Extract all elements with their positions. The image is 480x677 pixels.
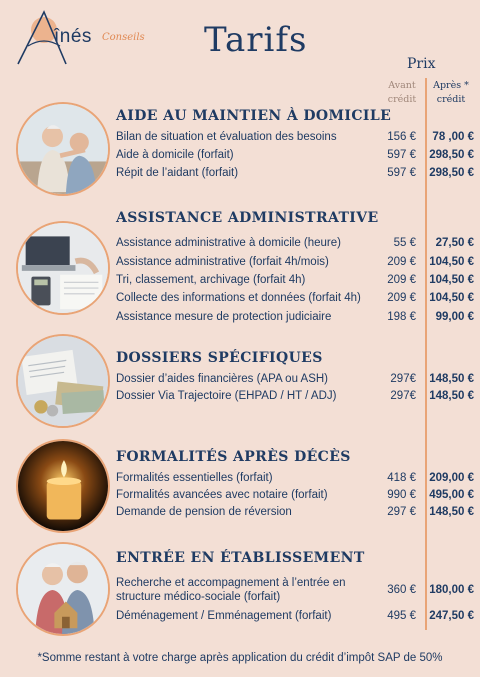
price-apres: 148,50 €	[429, 373, 474, 385]
column-header-apres: Après * crédit	[433, 80, 469, 105]
service-label: Assistance administrative à domicile (heure)	[116, 237, 341, 249]
price-apres: 104,50 €	[429, 292, 474, 304]
table-row	[0, 506, 480, 524]
section-title: AIDE AU MAINTIEN À DOMICILE	[116, 108, 392, 124]
price-apres: 104,50 €	[429, 274, 474, 286]
price-avant: 495 €	[387, 610, 416, 622]
table-row	[0, 292, 480, 310]
price-apres: 495,00 €	[429, 489, 474, 501]
price-apres: 148,50 €	[429, 390, 474, 402]
section-title: ASSISTANCE ADMINISTRATIVE	[116, 210, 379, 226]
section-title: DOSSIERS SPÉCIFIQUES	[116, 350, 323, 366]
service-label: Dossier Via Trajectoire (EHPAD / HT / ADJ)	[116, 390, 337, 402]
service-label: Collecte des informations et données (forfait 4h)	[116, 292, 361, 304]
service-label: Formalités essentielles (forfait)	[116, 472, 273, 484]
price-apres: 148,50 €	[429, 506, 474, 518]
price-avant: 297 €	[387, 506, 416, 518]
table-row	[0, 149, 480, 167]
logo	[14, 6, 164, 68]
price-avant: 597 €	[387, 149, 416, 161]
service-label: Tri, classement, archivage (forfait 4h)	[116, 274, 306, 286]
table-row	[0, 472, 480, 490]
price-apres: 298,50 €	[429, 149, 474, 161]
table-row	[0, 131, 480, 149]
price-avant: 209 €	[387, 292, 416, 304]
price-avant: 209 €	[387, 274, 416, 286]
price-apres: 27,50 €	[435, 237, 474, 249]
price-avant: 597 €	[387, 167, 416, 179]
column-header-avant: Avant crédit	[387, 80, 417, 105]
service-label: Déménagement / Emménagement (forfait)	[116, 610, 332, 622]
price-avant: 156 €	[387, 131, 416, 143]
table-row	[0, 489, 480, 507]
section-title: ENTRÉE EN ÉTABLISSEMENT	[116, 550, 365, 566]
price-apres: 99,00 €	[435, 311, 474, 323]
service-label: Assistance administrative (forfait 4h/mois)	[116, 256, 329, 268]
price-apres: 247,50 €	[429, 610, 474, 622]
price-avant: 360 €	[387, 584, 416, 596]
service-label: Assistance mesure de protection judiciaire	[116, 311, 332, 323]
page-title: Tarifs	[204, 20, 308, 60]
price-apres: 104,50 €	[429, 256, 474, 268]
price-avant: 209 €	[387, 256, 416, 268]
price-avant: 55 €	[393, 237, 416, 249]
footnote: *Somme restant à votre charge après application du crédit d’impôt SAP de 50%	[37, 652, 443, 664]
logo-brand: înés	[54, 26, 92, 47]
table-row	[0, 373, 480, 391]
service-label: Dossier d’aides financières (APA ou ASH)	[116, 373, 328, 385]
price-avant: 297€	[390, 373, 416, 385]
price-avant: 198 €	[387, 311, 416, 323]
table-row	[0, 167, 480, 185]
price-avant: 990 €	[387, 489, 416, 501]
table-row	[0, 256, 480, 274]
price-apres: 78 ,00 €	[432, 131, 474, 143]
price-avant: 297€	[390, 390, 416, 402]
section-title: FORMALITÉS APRÈS DÉCÈS	[116, 449, 351, 465]
logo-subtitle: Conseils	[102, 32, 145, 43]
service-label: Bilan de situation et évaluation des besoins	[116, 131, 337, 143]
price-apres: 180,00 €	[429, 584, 474, 596]
table-row	[0, 390, 480, 408]
service-label: Demande de pension de réversion	[116, 506, 292, 518]
prix-heading: Prix	[407, 56, 436, 72]
service-label: Aide à domicile (forfait)	[116, 149, 234, 161]
service-label: Formalités avancées avec notaire (forfait)	[116, 489, 328, 501]
service-label: Recherche et accompagnement à l’entrée en structure médico-sociale (forfait)	[116, 577, 346, 603]
table-row	[0, 610, 480, 628]
table-row	[0, 576, 480, 606]
table-row	[0, 311, 480, 329]
price-apres: 209,00 €	[429, 472, 474, 484]
service-label: Répit de l’aidant (forfait)	[116, 167, 239, 179]
table-row	[0, 237, 480, 255]
price-avant: 418 €	[387, 472, 416, 484]
table-row	[0, 274, 480, 292]
price-apres: 298,50 €	[429, 167, 474, 179]
